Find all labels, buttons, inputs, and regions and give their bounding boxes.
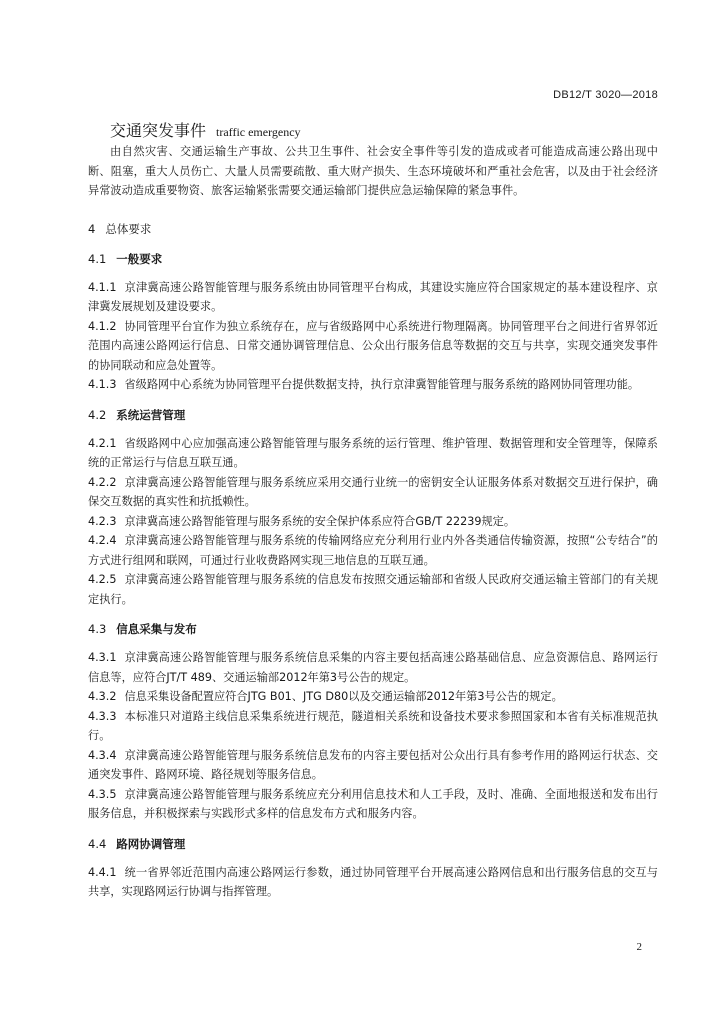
clause-number: 4.2.5 <box>88 573 117 586</box>
subsection-heading <box>88 251 658 267</box>
clause-number: 4.1.2 <box>88 319 117 333</box>
section-title: 总体要求 <box>105 221 152 236</box>
clause-text: 京津冀高速公路智能管理与服务系统的安全保护体系应符合GB/T 22239规定。 <box>124 514 516 528</box>
clause <box>88 570 658 609</box>
clause-text: 京津冀高速公路智能管理与服务系统应充分利用信息技术和人工手段，及时、准确、全面地报送和发布出行服务信息，并积极探索与实践形式多样的信息发布方式和服务内容。 <box>88 787 658 820</box>
clause-number: 4.2.4 <box>88 534 117 547</box>
subsection-title: 路网协调管理 <box>116 836 186 851</box>
term-definition: 由自然灾害、交通运输生产事故、公共卫生事件、社会安全事件等引发的造成或者可能造成高速公路出现中断、阻塞，重大人员伤亡、大量人员需要疏散、重大财产损失、生态环境破坏和严重社会危害，以及由于社会经济异常波动造成重要物资、旅客运输紧张需要交通运输部门提供应急运输保障的紧急事件。 <box>88 145 658 197</box>
clause-number: 4.2.1 <box>88 436 117 450</box>
subsection-number: 4.2 <box>88 407 107 422</box>
clause <box>88 863 658 902</box>
clause <box>88 317 658 376</box>
clause-text: 京津冀高速公路智能管理与服务系统的传输网络应充分利用行业内外各类通信传输资源，按照“公专结合”的方式进行组网和联网，可通过行业收费路网实现三地信息的互联互通。 <box>88 534 658 567</box>
clause-number: 4.3.3 <box>88 709 117 723</box>
clause <box>88 785 658 824</box>
page-number: 2 <box>636 941 642 953</box>
clause-text: 京津冀高速公路智能管理与服务系统信息发布的内容主要包括对公众出行具有参考作用的路网运行状态、交通突发事件、路网环境、路径规划等服务信息。 <box>88 748 658 781</box>
clause-text: 京津冀高速公路智能管理与服务系统由协同管理平台构成，其建设实施应符合国家规定的基本建设程序、京津冀发展规划及建设要求。 <box>88 280 658 313</box>
clause-number: 4.4.1 <box>88 865 117 879</box>
clause-text: 信息采集设备配置应符合JTG B01、JTG D80以及交通运输部2012年第3号公告的规定。 <box>124 690 563 703</box>
clause <box>88 473 658 512</box>
clause-number: 4.3.1 <box>88 651 117 664</box>
clause <box>88 434 658 473</box>
subsection-number: 4.4 <box>88 836 107 851</box>
clause-number: 4.2.2 <box>88 475 117 489</box>
clause <box>88 375 658 395</box>
clause <box>88 512 658 532</box>
section-heading <box>88 221 658 237</box>
subsection-heading <box>88 621 658 637</box>
clause-number: 4.2.3 <box>88 514 117 528</box>
term-heading <box>88 118 658 141</box>
clause-text: 京津冀高速公路智能管理与服务系统的信息发布按照交通运输部和省级人民政府交通运输主管部门的有关规定执行。 <box>88 573 658 606</box>
clause-text: 省级路网中心系统为协同管理平台提供数据支持，执行京津冀智能管理与服务系统的路网协同管理功能。 <box>124 378 640 391</box>
subsection-number: 4.3 <box>88 622 107 636</box>
standard-code: DB12/T 3020—2018 <box>553 89 658 101</box>
subsection-title: 系统运营管理 <box>116 407 186 422</box>
page-content <box>88 118 658 902</box>
clause <box>88 746 658 785</box>
clause-number: 4.3.4 <box>88 748 117 762</box>
clause-number: 4.1.1 <box>88 280 117 294</box>
clause-text: 省级路网中心应加强高速公路智能管理与服务系统的运行管理、维护管理、数据管理和安全管理等，保障系统的正常运行与信息互联互通。 <box>88 436 658 469</box>
subsection-title: 信息采集与发布 <box>116 622 197 636</box>
clause <box>88 531 658 570</box>
clause-text: 京津冀高速公路智能管理与服务系统应采用交通行业统一的密钥安全认证服务体系对数据交互进行保护，确保交互数据的真实性和抗抵赖性。 <box>88 475 658 508</box>
subsection-title: 一般要求 <box>116 251 163 266</box>
clause-number: 4.3.5 <box>88 787 117 801</box>
term-english: traffic emergency <box>216 125 301 139</box>
clause <box>88 648 658 687</box>
subsection-number: 4.1 <box>88 251 107 266</box>
term-chinese: 交通突发事件 <box>110 121 207 140</box>
subsection-heading <box>88 407 658 423</box>
clause-text: 京津冀高速公路智能管理与服务系统信息采集的内容主要包括高速公路基础信息、应急资源信息、路网运行信息等，应符合JT/T 489、交通运输部2012年第3号公告的规定。 <box>88 651 658 684</box>
clause-number: 4.3.2 <box>88 690 117 703</box>
subsection-heading <box>88 836 658 852</box>
clause-text: 本标准只对道路主线信息采集系统进行规范，隧道相关系统和设备技术要求参照国家和本省有关标准规范执行。 <box>88 709 658 742</box>
section-number: 4 <box>88 221 96 236</box>
clause-text: 协同管理平台宜作为独立系统存在，应与省级路网中心系统进行物理隔离。协同管理平台之间进行省界邻近范围内高速公路网运行信息、日常交通协调管理信息、公众出行服务信息等数据的交互与共享，实现交通突发事件的协同联动和应急处置等。 <box>88 319 658 372</box>
clause <box>88 687 658 707</box>
clause-number: 4.1.3 <box>88 378 117 391</box>
clause <box>88 707 658 746</box>
clause <box>88 278 658 317</box>
clause-text: 统一省界邻近范围内高速公路网运行参数，通过协同管理平台开展高速公路网信息和出行服务信息的交互与共享，实现路网运行协调与指挥管理。 <box>88 865 658 898</box>
